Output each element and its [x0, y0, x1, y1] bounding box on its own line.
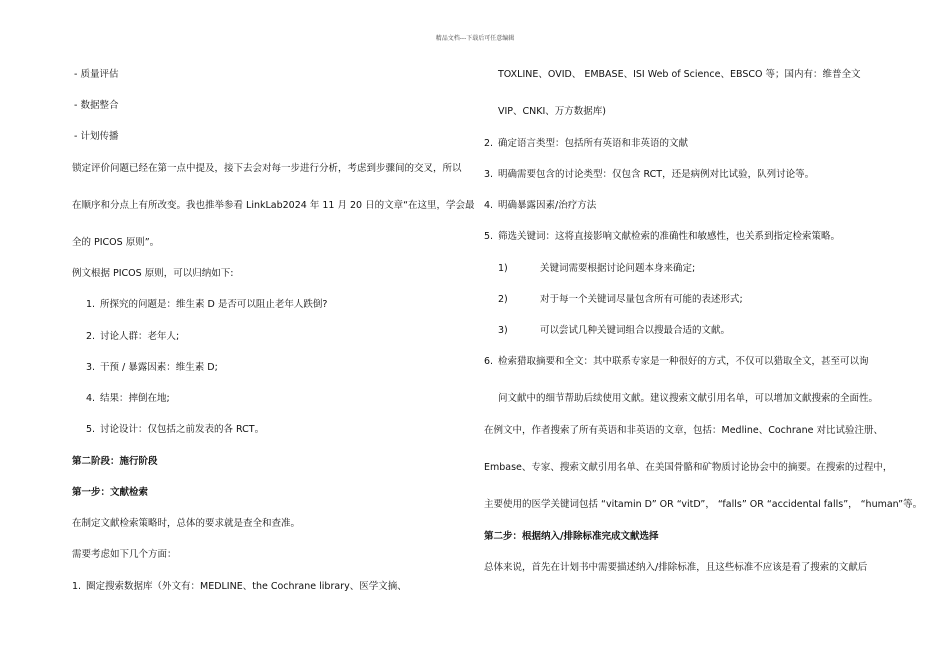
- list-number: 2.: [86, 331, 96, 342]
- list-number: 2.: [484, 138, 494, 149]
- sub-list-number: 1): [498, 263, 508, 274]
- list-number: 3.: [484, 169, 494, 180]
- list-text: 筛选关键词：这将直接影响文献检索的准确性和敏感性，也关系到指定检索策略。: [498, 231, 841, 242]
- list-text: 干预 / 暴露因素：维生素 D;: [100, 362, 218, 373]
- sub-list-item: [498, 294, 743, 306]
- list-number: 3.: [86, 362, 96, 373]
- paragraph-line: VIP、CNKI、万方数据库): [498, 106, 607, 117]
- list-item: [72, 581, 407, 593]
- list-item: [484, 231, 840, 243]
- paragraph-line: 锁定评价问题已经在第一点中提及，接下去会对每一步进行分析，考虑到步骤间的交叉，所以: [72, 163, 462, 174]
- list-text: 检索猎取摘要和全文：其中联系专家是一种很好的方式，不仅可以猎取全文，甚至可以询: [498, 356, 869, 367]
- list-number: 1.: [86, 299, 96, 310]
- paragraph-line: 在顺序和分点上有所改变。我也推举参看 LinkLab2024 年 11 月 20 日的文章“在这里，学会最: [72, 200, 475, 211]
- list-item: [484, 138, 688, 150]
- text-line: - 质量评估: [74, 69, 119, 80]
- list-text: 明确需要包含的讨论类型：仅包含 RCT，还是病例对比试验，队列讨论等。: [498, 169, 815, 180]
- paragraph-line: 在制定文献检索策略时，总体的要求就是查全和查准。: [72, 518, 301, 529]
- step-heading: 第二步：根据纳入/排除标准完成文献选择: [484, 531, 659, 542]
- paragraph-line: TOXLINE、OVID、 EMBASE、ISI Web of Science、EBSCO 等；国内有：维普全文: [498, 69, 861, 80]
- list-item: [86, 393, 170, 405]
- list-number: 4.: [484, 200, 494, 211]
- list-number: 5.: [86, 424, 96, 435]
- sub-list-item: [498, 263, 695, 275]
- sub-list-number: 3): [498, 325, 508, 336]
- list-text: 结果：摔倒在地;: [100, 393, 170, 404]
- list-item: [86, 299, 327, 311]
- step-heading: 第一步：文献检索: [72, 487, 149, 498]
- paragraph-line: 问文献中的细节帮助后续使用文献。建议搜索文献引用名单，可以增加文献搜索的全面性。: [498, 393, 879, 404]
- list-text: 明确暴露因素/治疗方法: [498, 200, 597, 211]
- list-item: [86, 424, 264, 436]
- list-text: 讨论设计：仅包括之前发表的各 RCT。: [100, 424, 265, 435]
- section-heading: 第二阶段：施行阶段: [72, 456, 158, 467]
- sub-list-item: [498, 325, 730, 337]
- list-text: 圈定搜索数据库（外文有：MEDLINE、the Cochrane library、医学文摘、: [86, 581, 407, 592]
- list-number: 4.: [86, 393, 96, 404]
- list-item: [484, 200, 596, 212]
- list-item: [86, 362, 218, 374]
- list-item: [484, 169, 814, 181]
- paragraph-line: 主要使用的医学关键词包括 “vitamin D” OR “vitD”， “falls” OR “accidental falls”， “human”等。: [484, 499, 923, 510]
- sub-list-number: 2): [498, 294, 508, 305]
- paragraph-line: 例文根据 PICOS 原则，可以归纳如下:: [72, 268, 234, 279]
- list-text: 所探究的问题是：维生素 D 是否可以阻止老年人跌倒?: [100, 299, 328, 310]
- sub-list-text: 可以尝试几种关键词组合以搜最合适的文献。: [540, 325, 731, 336]
- sub-list-text: 关键词需要根据讨论问题本身来确定;: [540, 263, 696, 274]
- list-number: 1.: [72, 581, 82, 592]
- text-line: - 数据整合: [74, 100, 119, 111]
- list-item: [484, 356, 869, 368]
- paragraph-line: 全的 PICOS 原则”。: [72, 237, 160, 248]
- list-item: [86, 331, 179, 343]
- list-text: 讨论人群：老年人;: [100, 331, 180, 342]
- paragraph-line: 在例文中，作者搜索了所有英语和非英语的文章，包括：Medline、Cochrane 对比试验注册、: [484, 425, 884, 436]
- text-line: - 计划传播: [74, 131, 119, 142]
- page-header: 精品文档---下载后可任意编辑: [435, 35, 515, 42]
- paragraph-line: 总体来说，首先在计划书中需要描述纳入/排除标准，且这些标准不应该是看了搜索的文献后: [484, 562, 868, 573]
- list-number: 6.: [484, 356, 494, 367]
- sub-list-text: 对于每一个关键词尽量包含所有可能的表述形式;: [540, 294, 743, 305]
- paragraph-line: Embase、专家、搜索文献引用名单、在美国骨骼和矿物质讨论协会中的摘要。在搜索的过程中，: [484, 462, 893, 473]
- list-text: 确定语言类型：包括所有英语和非英语的文献: [498, 138, 689, 149]
- list-number: 5.: [484, 231, 494, 242]
- paragraph-line: 需要考虑如下几个方面：: [72, 549, 177, 560]
